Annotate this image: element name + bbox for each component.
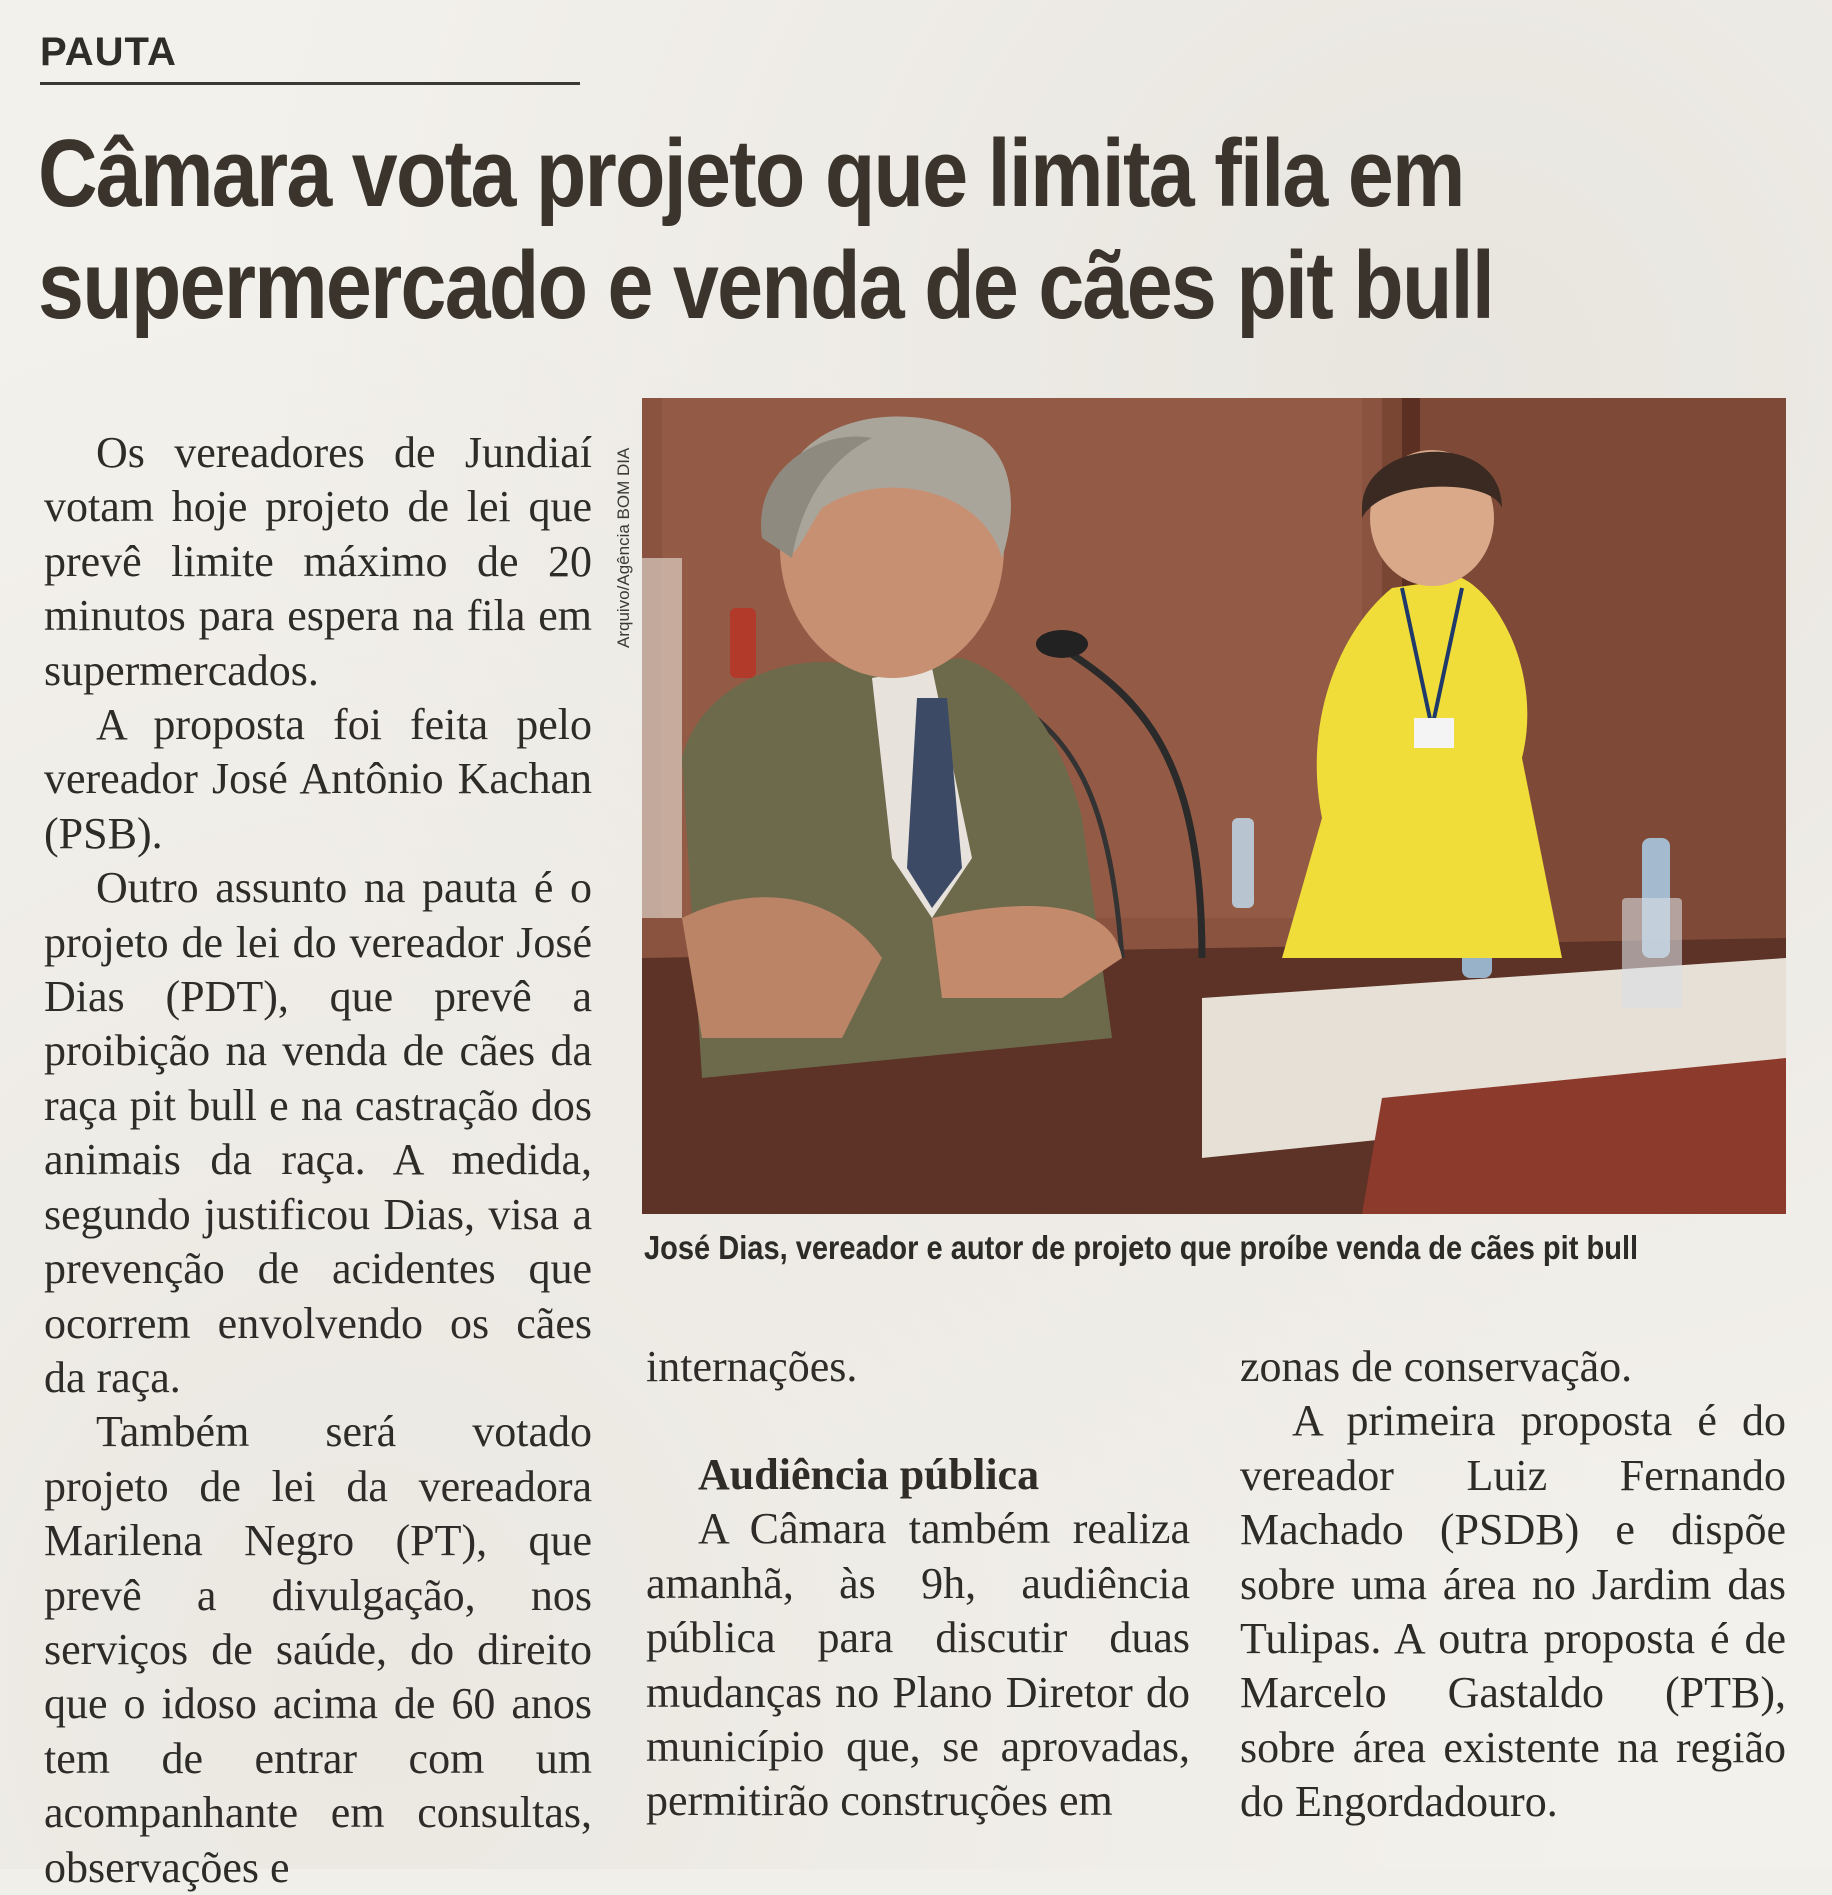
section-label: PAUTA [40,30,177,74]
paragraph: Também será votado projeto de lei da vereadora Marilena Negro (PT), que prevê a divulgação, nos serviços de saúde, do direito que o idoso acima de 60 anos tem de entrar com um acompanhante em consultas, observações e [44,1407,592,1892]
article-column-1 [44,426,592,1895]
headline [38,118,1552,342]
paragraph: A primeira proposta é do vereador Luiz Fernando Machado (PSDB) e dispõe sobre uma área no Jardim das Tulipas. A outra proposta é de Marcelo Gastaldo (PTB), sobre área existente na região do Engordadouro. [1240,1396,1786,1827]
paragraph: Outro assunto na pauta é o projeto de lei do vereador José Dias (PDT), que prevê a proibição na venda de cães da raça pit bull e na castração dos animais da raça. A medida, segundo justificou Dias, visa a prevenção de acidentes que ocorrem envolvendo os cães da raça. [44,863,592,1402]
paragraph: Os vereadores de Jundiaí votam hoje projeto de lei que prevê limite máximo de 20 minutos para espera na fila em supermercados. [44,428,592,695]
photo-caption: José Dias, vereador e autor de projeto que proíbe venda de cães pit bull [644,1229,1639,1266]
photo-credit-text: Arquivo/Agência BOM DIA [614,447,633,648]
article-column-3 [1240,1340,1786,1830]
news-photo-illustration [642,398,1786,1214]
paragraph: internações. [646,1342,858,1391]
article-column-2 [646,1340,1190,1829]
photo-credit [610,398,640,648]
paragraph: A Câmara também realiza amanhã, às 9h, audiência pública para discutir duas mudanças no Plano Diretor do município que, se aprovadas, permitirão construções em [646,1504,1190,1826]
section-rule [40,82,580,85]
news-photo [642,398,1786,1214]
headline-line-2: supermercado e venda de cães pit bull [38,232,1494,339]
subheading: Audiência pública [698,1450,1040,1500]
paragraph: zonas de conservação. [1240,1342,1633,1391]
paragraph: A proposta foi feita pelo vereador José Antônio Kachan (PSB). [44,700,592,858]
headline-line-1: Câmara vota projeto que limita fila em [38,120,1464,227]
